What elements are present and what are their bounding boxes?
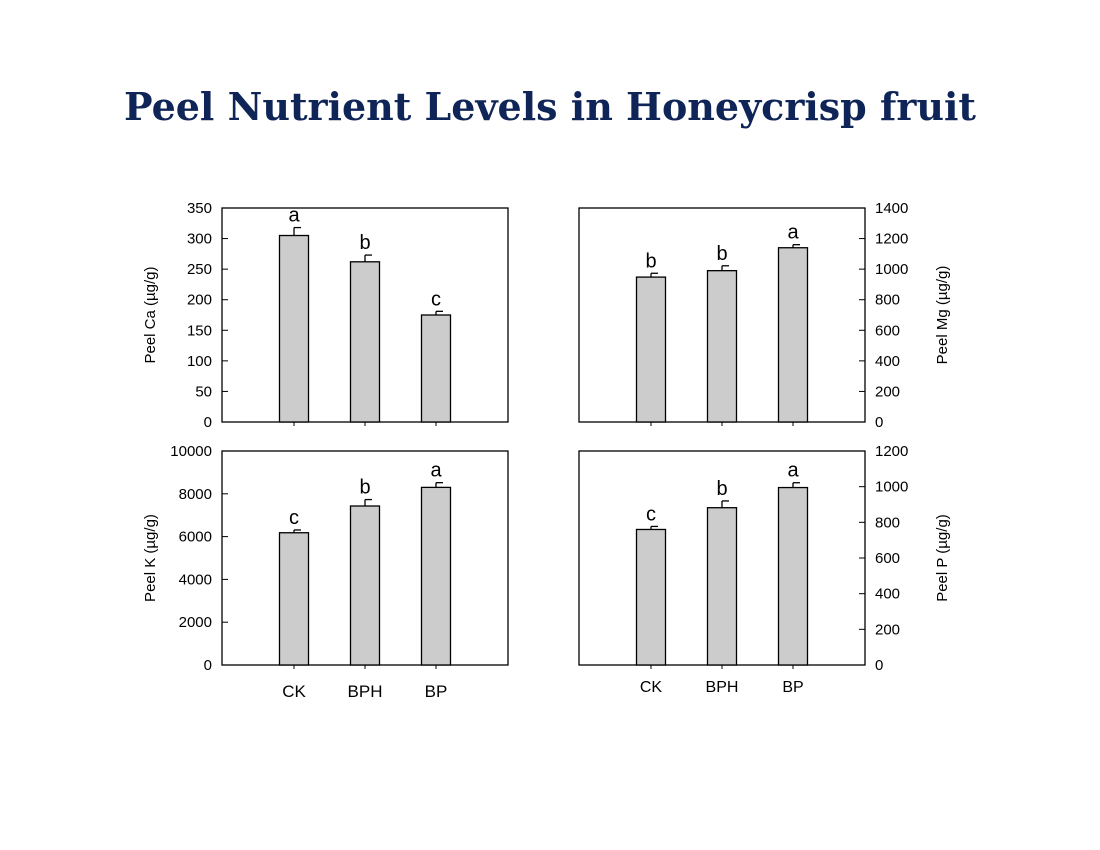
y-tick-label: 200 bbox=[875, 383, 901, 401]
y-axis-title: Peel Ca (µg/g) bbox=[142, 266, 159, 364]
y-tick-label: 1000 bbox=[875, 478, 909, 496]
significance-letter: a bbox=[430, 459, 442, 482]
y-tick-label: 0 bbox=[875, 414, 884, 431]
y-tick-label: 800 bbox=[875, 291, 901, 309]
y-tick-label: 0 bbox=[203, 657, 212, 674]
x-category-label: BP bbox=[782, 679, 804, 696]
x-category-label: BPH bbox=[347, 682, 383, 701]
bar-bp bbox=[422, 487, 451, 665]
y-tick-label: 1400 bbox=[875, 200, 909, 217]
bar-bph bbox=[708, 508, 737, 665]
y-tick-label: 2000 bbox=[178, 614, 212, 632]
bar-bph bbox=[708, 271, 737, 422]
significance-letter: a bbox=[787, 221, 799, 244]
significance-letter: a bbox=[787, 459, 799, 482]
y-tick-label: 350 bbox=[186, 200, 212, 217]
significance-letter: b bbox=[716, 242, 728, 265]
significance-letter: c bbox=[431, 288, 441, 311]
y-tick-label: 200 bbox=[186, 291, 212, 309]
y-tick-label: 50 bbox=[195, 383, 212, 401]
bar-bp bbox=[779, 488, 808, 665]
chart-panel-peel-mg bbox=[579, 200, 951, 431]
y-tick-label: 1200 bbox=[875, 443, 909, 460]
y-axis-title: Peel K (µg/g) bbox=[142, 514, 159, 602]
significance-letter: c bbox=[646, 503, 656, 526]
significance-letter: b bbox=[359, 232, 371, 255]
y-tick-label: 8000 bbox=[178, 485, 212, 503]
y-tick-label: 150 bbox=[186, 322, 212, 340]
significance-letter: b bbox=[716, 477, 728, 500]
y-tick-label: 600 bbox=[875, 322, 901, 340]
bar-bph bbox=[351, 506, 380, 665]
significance-letter: a bbox=[288, 204, 300, 227]
y-tick-label: 10000 bbox=[170, 443, 212, 460]
bar-ck bbox=[280, 236, 309, 422]
chart-panel-peel-k bbox=[142, 443, 508, 701]
y-tick-label: 600 bbox=[875, 550, 901, 567]
y-tick-label: 200 bbox=[875, 621, 901, 639]
y-axis-title: Peel Mg (µg/g) bbox=[934, 265, 951, 365]
y-tick-label: 100 bbox=[186, 352, 212, 370]
bar-ck bbox=[280, 533, 309, 665]
chart-panel-peel-ca bbox=[142, 200, 508, 431]
y-tick-label: 300 bbox=[186, 230, 212, 248]
y-tick-label: 0 bbox=[203, 414, 212, 431]
y-axis-title: Peel P (µg/g) bbox=[934, 514, 951, 602]
bar-ck bbox=[637, 277, 666, 422]
y-tick-label: 1200 bbox=[875, 230, 909, 248]
significance-letter: b bbox=[359, 476, 371, 499]
y-tick-label: 400 bbox=[875, 352, 901, 370]
x-category-label: CK bbox=[282, 682, 306, 701]
bar-ck bbox=[637, 529, 666, 665]
y-tick-label: 250 bbox=[186, 261, 212, 279]
significance-letter: b bbox=[645, 250, 657, 273]
bar-bp bbox=[422, 315, 451, 422]
y-tick-label: 1000 bbox=[875, 261, 909, 279]
y-tick-label: 4000 bbox=[178, 571, 212, 589]
bar-bp bbox=[779, 248, 808, 422]
y-tick-label: 400 bbox=[875, 585, 901, 603]
chart-panel-peel-p bbox=[579, 443, 951, 696]
x-category-label: CK bbox=[639, 679, 663, 696]
bar-bph bbox=[351, 262, 380, 422]
significance-letter: c bbox=[289, 506, 299, 529]
y-tick-label: 0 bbox=[875, 657, 884, 674]
slide-title: Peel Nutrient Levels in Honeycrisp fruit bbox=[124, 84, 976, 129]
x-category-label: BPH bbox=[705, 679, 739, 696]
y-tick-label: 800 bbox=[875, 514, 901, 532]
y-tick-label: 6000 bbox=[178, 528, 212, 546]
x-category-label: BP bbox=[424, 682, 448, 701]
